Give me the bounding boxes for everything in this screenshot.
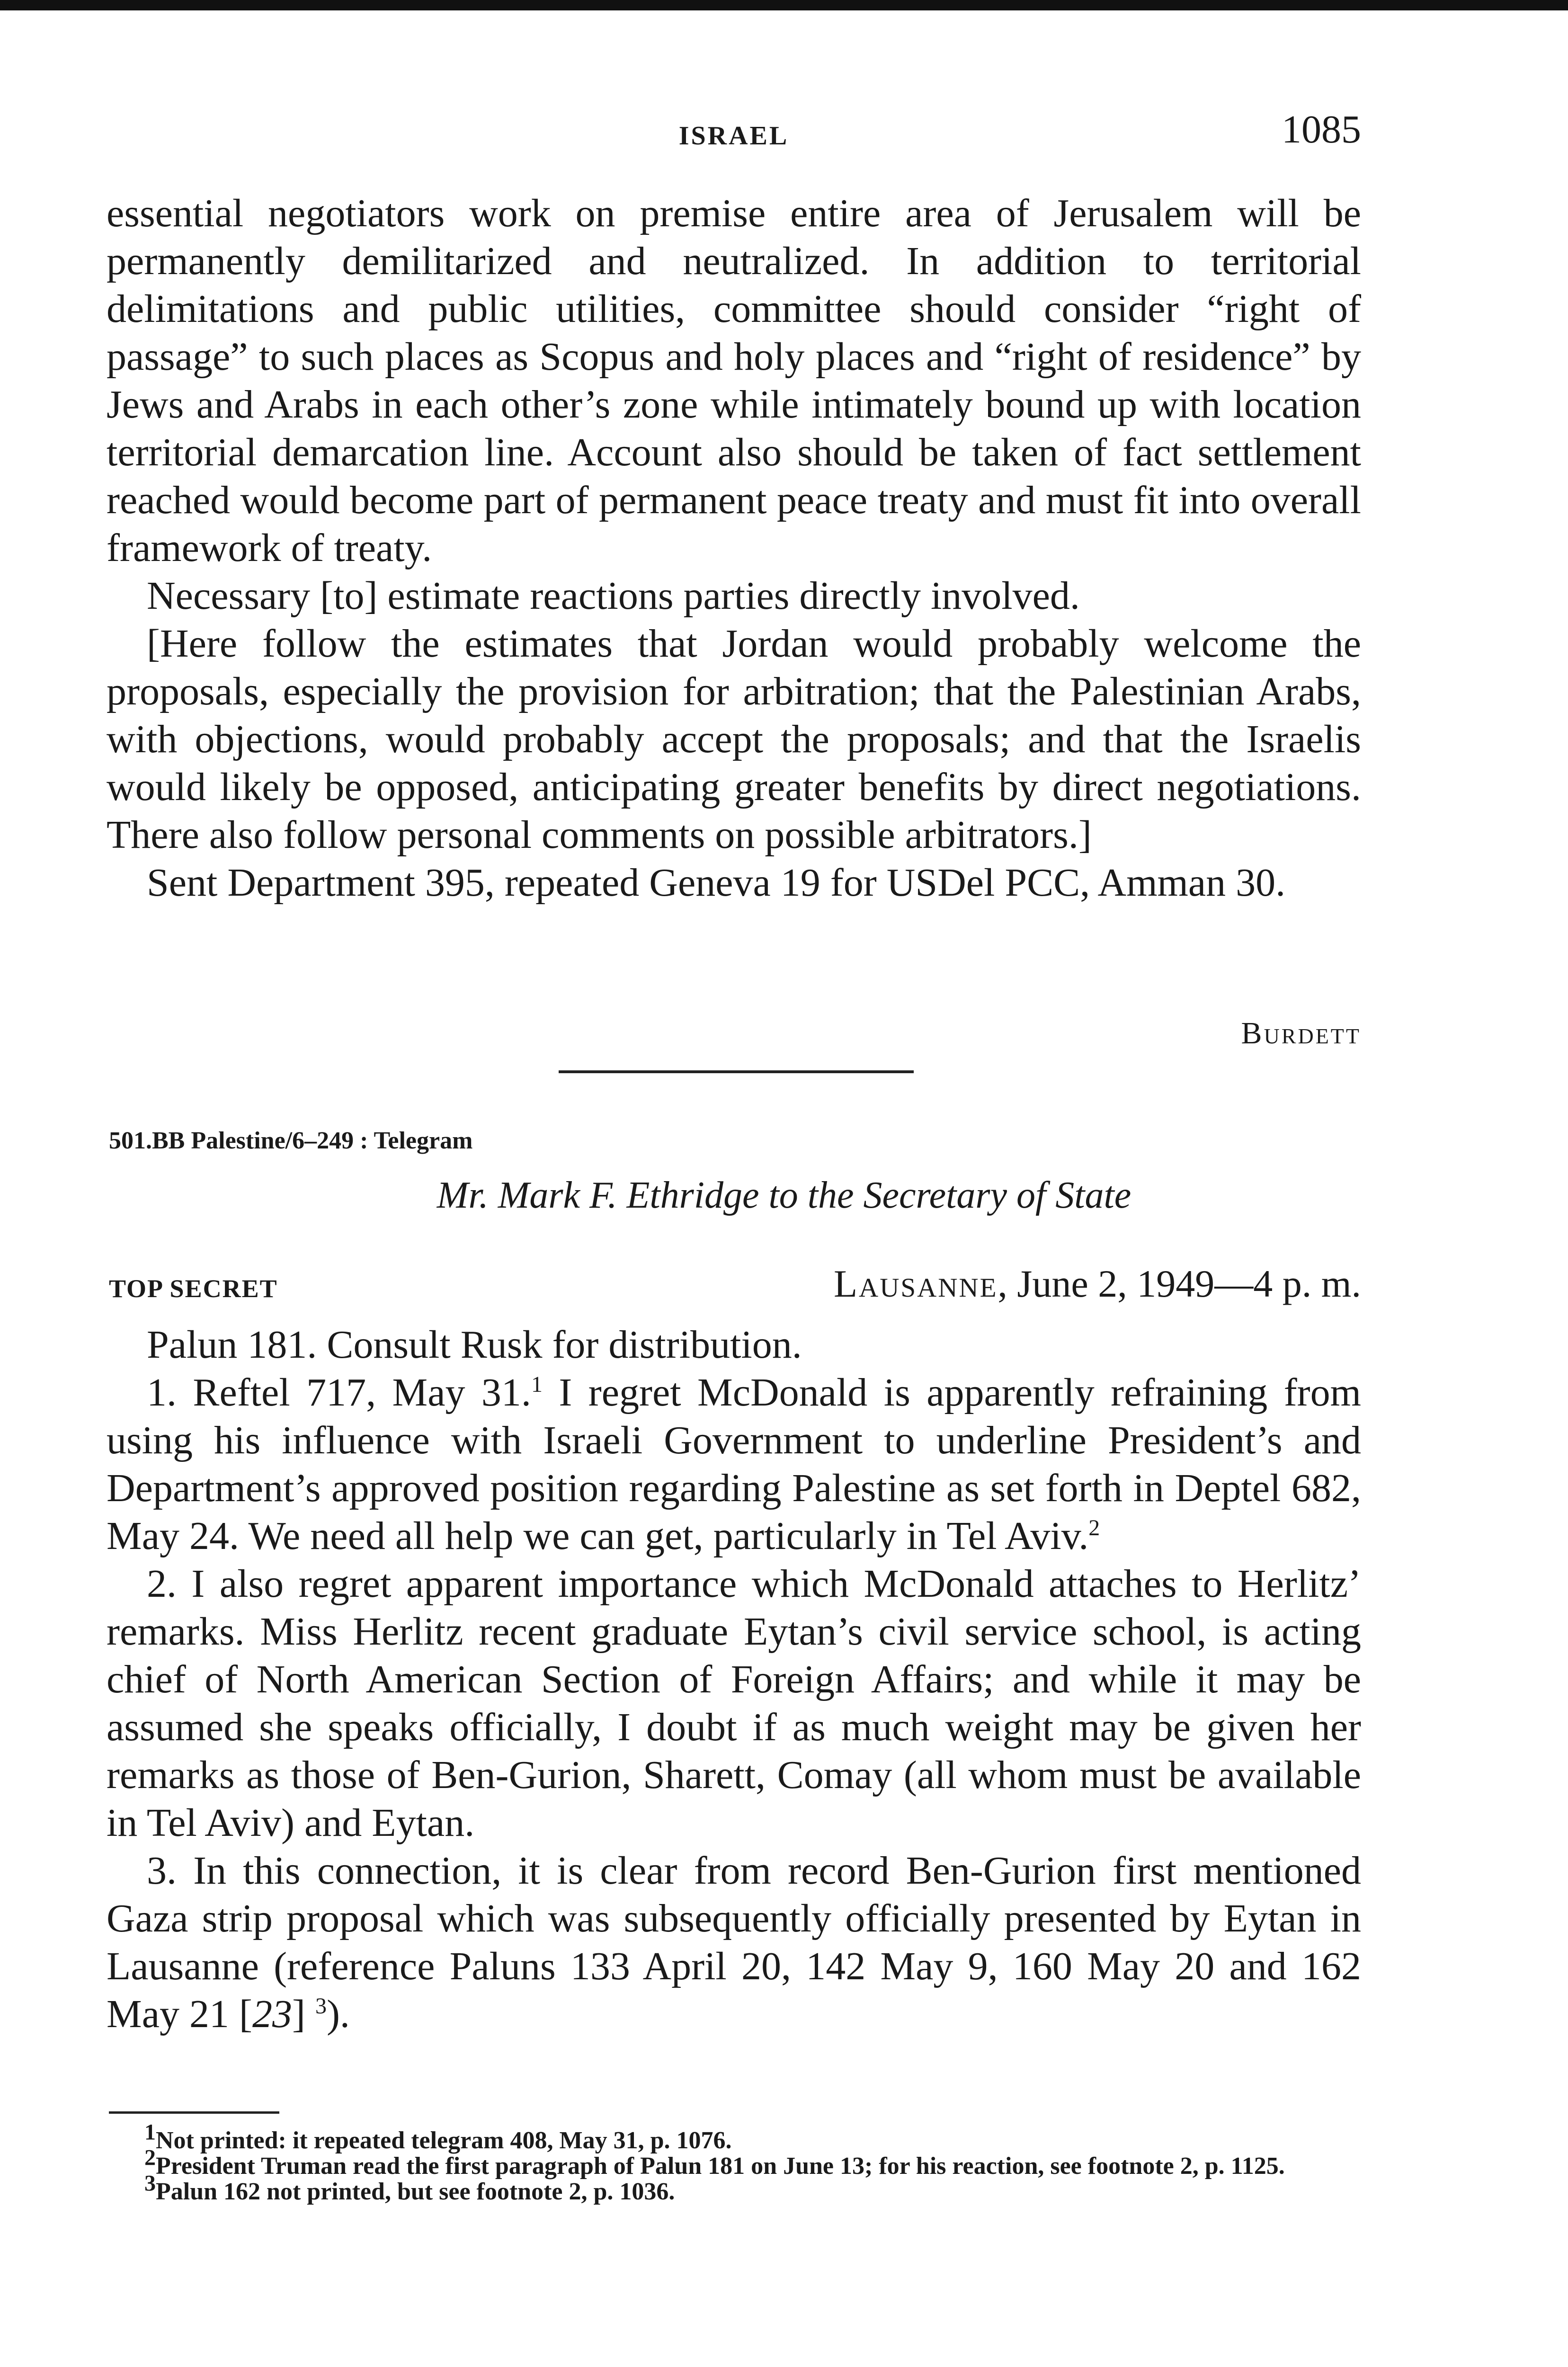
footnote-ref-3: 3 (315, 1993, 327, 2019)
footnote-text: President Truman read the first paragraph of Palun 181 on June 13; for his reaction, see footnote 2, p. 1125. (156, 2153, 1285, 2180)
telegram-paragraph-1 (107, 1369, 1361, 1560)
signature-burdett: Burdett (1241, 1016, 1361, 1050)
continuation-text (107, 189, 1361, 907)
document-title: Mr. Mark F. Ethridge to the Secretary of State (437, 1175, 1131, 1216)
continuation-paragraph: Necessary [to] estimate reactions parties directly involved. (147, 574, 1080, 618)
editorial-note-paragraph: [Here follow the estimates that Jordan would probably welcome the proposals, especially the provision for arbitration; that the Palestinian Arabs, with objections, would probably accept the proposals; and that the Israelis would likely be opposed, anticipating greater benefits by direct negotiations. There also follow personal comments on possible arbitrators.] (107, 622, 1361, 857)
continuation-paragraph: essential negotiators work on premise entire area of Jerusalem will be permanently demilitarized and neutralized. In addition to territorial delimitations and public utilities, committee should consider “right of passage” to such places as Scopus and holy places and “right of residence” by Jews and Arabs in each other’s zone while intimately bound up with location territorial demarcation line. Account also should be taken of fact settlement reached would become part of permanent peace treaty and must fit into overall framework of treaty. (107, 191, 1361, 570)
footnote (107, 2145, 1361, 2180)
footnote-text: Palun 162 not printed, but see footnote 2, p. 1036. (156, 2178, 675, 2205)
telegram-paragraph-2: 2. I also regret apparent importance which McDonald attaches to Herlitz’ remarks. Miss Herlitz recent graduate Eytan’s civil service school, is acting chief of North American Section of Foreign Affairs; and while it may be assumed she speaks officially, I doubt if as much weight may be given her remarks as those of Ben-Gurion, Sharett, Comay (all whom must be available in Tel Aviv) and Eytan. (107, 1562, 1361, 1845)
file-reference: 501.BB Palestine/6–249 : Telegram (109, 1127, 473, 1154)
footnote-ref-1: 1 (531, 1372, 543, 1397)
telegram-opening: Palun 181. Consult Rusk for distribution. (147, 1323, 802, 1367)
telegram-paragraph-3 (107, 1847, 1361, 2038)
classification-label: TOP SECRET (109, 1274, 278, 1303)
dateline-place: Lausanne (833, 1262, 998, 1305)
footnote-mark: 3 (144, 2171, 156, 2196)
page-top-edge (0, 0, 1568, 10)
para3-body: 3. In this connection, it is clear from record Ben-Gurion first mentioned Gaza strip proposal which was subsequently officially presented by Eytan in Lausanne (reference Paluns 133 April 20, 142 May 9, 160 May 20 and 162 May 21 [ (107, 1849, 1361, 2036)
footnote-text: Not printed: it repeated telegram 408, May 31, p. 1076. (156, 2127, 732, 2154)
para1-body: I regret McDonald is apparently refraining from using his influence with Israeli Government to underline President’s and Department’s approved position regarding Palestine as set forth in Deptel 682, May 24. We need all help we can get, particularly in Tel Aviv. (107, 1370, 1361, 1558)
editorial-bracket-number: 23 (252, 1992, 292, 2036)
page-number: 1085 (1282, 107, 1361, 151)
telegram-body (107, 1321, 1361, 2038)
footnote-rule (109, 2111, 279, 2114)
dateline (834, 1262, 1361, 1306)
para3-end: ). (326, 1992, 350, 2036)
footnote (107, 2119, 1361, 2154)
section-separator (559, 1070, 914, 1073)
dateline-date: , June 2, 1949—4 p. m. (998, 1262, 1361, 1305)
footnotes (107, 2119, 1361, 2205)
footnote-mark: 1 (144, 2119, 156, 2145)
running-head-title: ISRAEL (678, 121, 789, 151)
footnote (107, 2171, 1361, 2205)
para1-start: 1. Reftel 717, May 31. (147, 1370, 531, 1415)
footnote-mark: 2 (144, 2145, 156, 2171)
footnote-ref-2: 2 (1088, 1515, 1100, 1540)
telegram-header (109, 1262, 1361, 1309)
continuation-paragraph: Sent Department 395, repeated Geneva 19 for USDel PCC, Amman 30. (147, 861, 1286, 905)
running-head (107, 107, 1361, 159)
para3-close-bracket: ] (292, 1992, 315, 2036)
